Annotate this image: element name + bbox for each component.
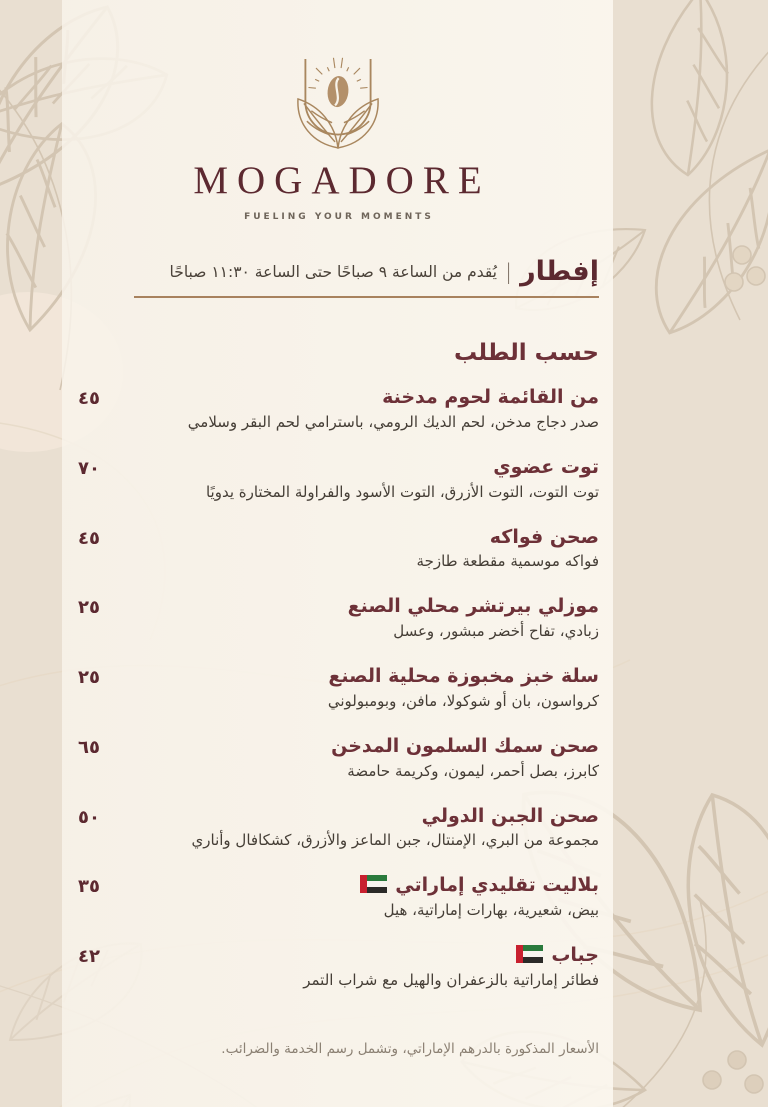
item-description: فواكه موسمية مقطعة طازجة — [416, 552, 599, 571]
item-description: مجموعة من البري، الإمنتال، جبن الماعز والأزرق، كشكافال وأناري — [191, 831, 599, 850]
item-name: صحن سمك السلمون المدخن — [331, 734, 599, 757]
item-description: كرواسون، بان أو شوكولا، مافن، وبومبولوني — [327, 691, 599, 710]
item-name: توت عضوي — [493, 455, 599, 478]
item-name: سلة خبز مخبوزة محلية الصنع — [328, 665, 599, 687]
item-price: ٢٥ — [78, 597, 100, 619]
item-price: ٦٥ — [78, 736, 100, 758]
menu-item — [78, 526, 599, 573]
menu-item — [78, 386, 599, 433]
breakfast-title: إفطار — [520, 256, 599, 287]
item-name: صحن الجبن الدولي — [421, 804, 599, 827]
item-price: ٤٥ — [78, 388, 100, 409]
menu-item — [78, 456, 599, 503]
item-name: صحن فواكه — [489, 525, 599, 548]
uae-flag-icon — [516, 945, 543, 963]
menu-items-list — [78, 386, 599, 1014]
menu-item — [78, 874, 599, 921]
item-price: ٤٢ — [78, 946, 100, 967]
menu-item — [78, 805, 599, 852]
uae-flag-icon — [360, 875, 387, 893]
menu-item — [78, 595, 599, 642]
item-price: ٢٥ — [78, 667, 100, 688]
item-description: بيض، شعيرية، بهارات إماراتية، هيل — [383, 901, 599, 919]
brand-tagline: FUELING YOUR MOMENTS — [244, 211, 434, 222]
item-name: بلاليت تقليدي إماراتي — [78, 874, 599, 898]
brand-name: MOGADORE — [193, 159, 491, 202]
menu-item — [78, 735, 599, 782]
pricing-disclaimer: الأسعار المذكورة بالدرهم الإماراتي، وتشمل رسم الخدمة والضرائب. — [221, 1041, 599, 1057]
item-price: ٥٠ — [78, 806, 100, 828]
leaf-icon — [338, 99, 378, 148]
brand-block — [62, 56, 613, 222]
item-price: ٣٥ — [78, 876, 100, 898]
header-separator: | — [505, 259, 513, 284]
item-description: زبادي، تفاح أخضر مبشور، وعسل — [393, 622, 599, 640]
serving-hours: يُقدم من الساعة ٩ صباحًا حتى الساعة ١١:٣٠ صباحًا — [169, 262, 497, 281]
menu-content — [62, 0, 613, 1107]
item-price: ٤٥ — [78, 527, 100, 549]
menu-item — [78, 665, 599, 712]
item-description: توت التوت، التوت الأزرق، التوت الأسود والفراولة المختارة يدويًا — [205, 482, 599, 501]
menu-item — [78, 944, 599, 991]
item-description: فطائر إماراتية بالزعفران والهيل مع شراب التمر — [303, 970, 599, 989]
coffee-emblem-logo — [282, 56, 394, 156]
leaf-icon — [297, 99, 337, 148]
item-price: ٧٠ — [78, 457, 100, 479]
item-description: صدر دجاج مدخن، لحم الديك الرومي، باسترامي لحم البقر وسلامي — [187, 412, 599, 431]
section-title-a-la-carte: حسب الطلب — [454, 340, 599, 366]
coffee-bean-icon — [326, 75, 350, 108]
item-name: موزلي بيرتشر محلي الصنع — [347, 595, 599, 618]
breakfast-header — [134, 258, 599, 298]
item-name: من القائمة لحوم مدخنة — [382, 386, 599, 408]
item-name: جباب — [78, 944, 599, 968]
item-description: كابرز، بصل أحمر، ليمون، وكريمة حامضة — [347, 761, 599, 780]
